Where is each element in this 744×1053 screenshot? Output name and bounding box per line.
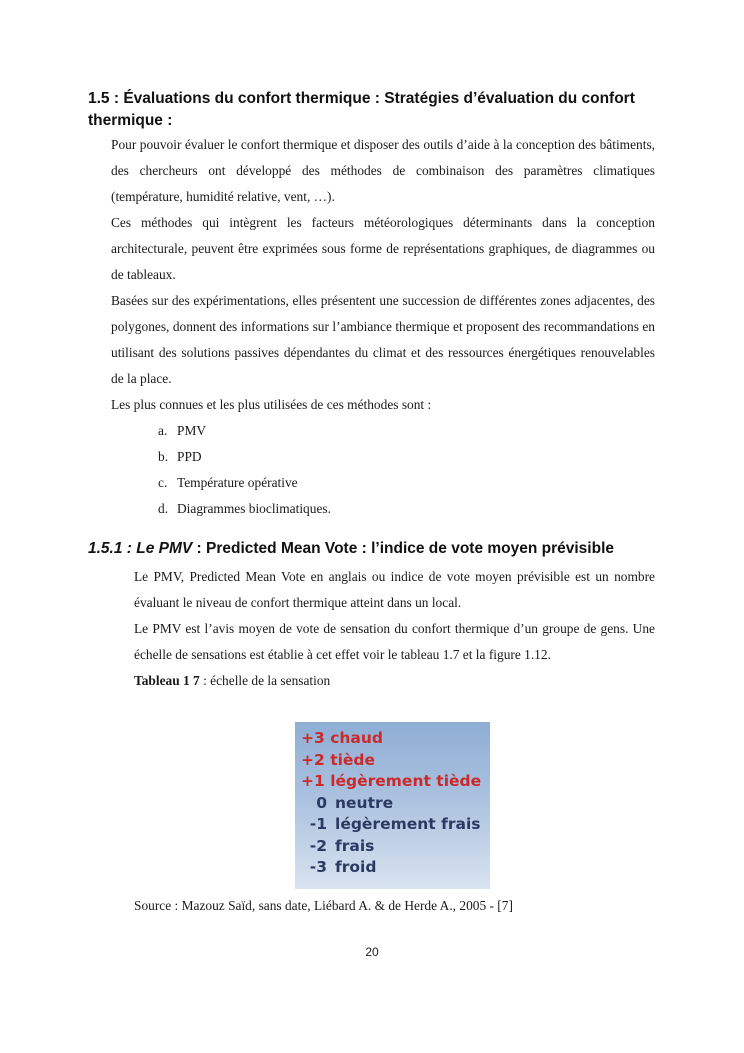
sensation-scale-image [295, 722, 490, 889]
paragraph: Pour pouvoir évaluer le confort thermique et disposer des outils d’aide à la conception des bâtiments, des chercheurs ont développé des méthodes de combinaison des paramètres climatiques (température, humidité relative, vent, …). [111, 137, 655, 204]
list-item-text: Diagrammes bioclimatiques. [177, 501, 331, 516]
scale-label: tiède [330, 750, 376, 769]
scale-row [295, 771, 490, 793]
list-marker: a. [158, 423, 168, 438]
scale-value: 0 [316, 793, 327, 812]
section-heading: 1.5 : Évaluations du confort thermique : Stratégies d’évaluation du confort thermique : [88, 90, 635, 129]
list-item-text: Température opérative [177, 475, 298, 490]
scale-value: -2 [309, 836, 327, 855]
scale-row [295, 750, 490, 772]
table-caption-label: Tableau 1 7 [134, 673, 200, 688]
paragraph: Ces méthodes qui intègrent les facteurs météorologiques déterminants dans la conception architecturale, peuvent être exprimées sous forme de représentations graphiques, de diagrammes ou de tableaux. [111, 215, 655, 282]
scale-label: légèrement tiède [330, 772, 482, 790]
scale-label: frais [335, 836, 375, 855]
methods-list [111, 418, 655, 522]
scale-row [295, 836, 490, 858]
paragraph: Le PMV, Predicted Mean Vote en anglais ou indice de vote moyen prévisible est un nombre évaluant le niveau de confort thermique atteint dans un local. [134, 569, 655, 610]
list-item-text: PMV [177, 423, 207, 438]
list-item [111, 470, 655, 496]
paragraph: Les plus connues et les plus utilisées de ces méthodes sont : [111, 397, 432, 412]
scale-row [295, 814, 490, 836]
scale-label: froid [335, 858, 377, 876]
figure-source: Source : Mazouz Saïd, sans date, Liébard A. & de Herde A., 2005 - [7] [134, 898, 513, 913]
section-body [111, 132, 655, 522]
list-item [111, 418, 655, 444]
list-item-text: PPD [177, 449, 202, 464]
subsection-heading [88, 538, 668, 560]
list-marker: b. [158, 449, 169, 464]
scale-value: +1 [301, 772, 325, 790]
scale-label: chaud [330, 729, 383, 747]
table-caption [134, 668, 655, 694]
list-marker: d. [158, 501, 169, 516]
scale-value: +3 [301, 729, 325, 747]
scale-label: légèrement frais [335, 815, 481, 833]
scale-value: -1 [309, 815, 327, 833]
scale-row [295, 793, 490, 815]
page-number: 20 [365, 945, 379, 959]
scale-row [295, 857, 490, 879]
scale-row [295, 728, 490, 750]
list-item [111, 496, 655, 522]
list-marker: c. [158, 475, 168, 490]
paragraph: Basées sur des expérimentations, elles présentent une succession de différentes zones adjacentes, des polygones, donnent des informations sur l’ambiance thermique et proposent des recommandations en utilisant des solutions passives dépendantes du climat et des ressources énergétiques renouvelables de la place. [111, 293, 655, 386]
table-caption-text: : échelle de la sensation [199, 673, 331, 688]
subsection-body [134, 564, 655, 694]
scale-value: +2 [301, 750, 325, 769]
subsection-title: : Predicted Mean Vote : l’indice de vote moyen prévisible [192, 540, 615, 557]
scale-value: -3 [309, 858, 327, 876]
paragraph: Le PMV est l’avis moyen de vote de sensation du confort thermique d’un groupe de gens. Une échelle de sensations est établie à cet effet voir le tableau 1.7 et la figure 1.12. [134, 621, 655, 662]
list-item [111, 444, 655, 470]
scale-label: neutre [335, 793, 394, 812]
subsection-number: 1.5.1 : Le PMV [88, 540, 193, 557]
